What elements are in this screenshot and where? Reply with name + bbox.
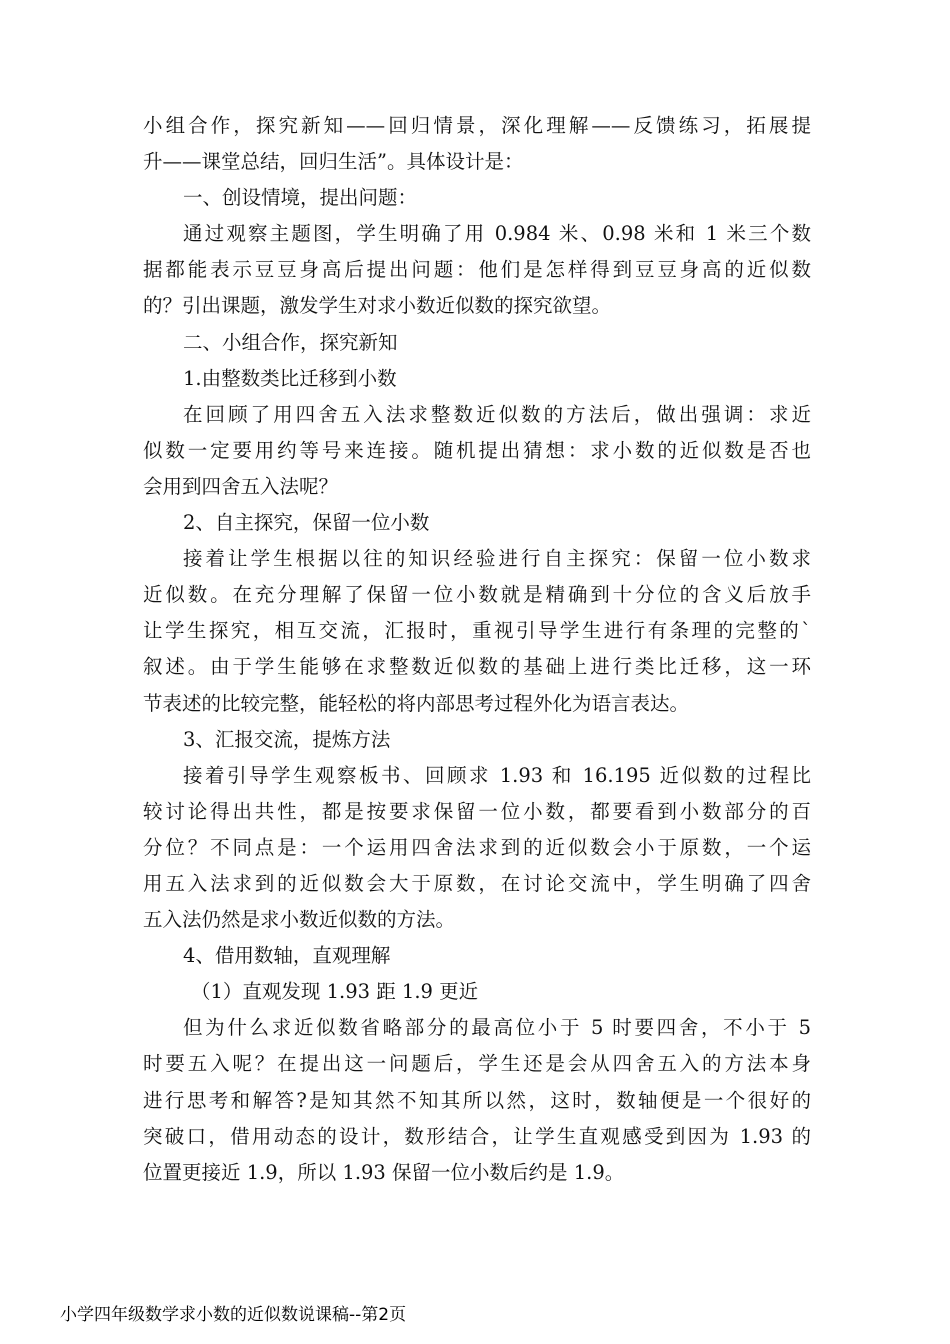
text-line: 节表述的比较完整，能轻松的将内部思考过程外化为语言表达。 [143, 691, 690, 715]
text-line: 但为什么求近似数省略部分的最高位小于 5 时要四舍，不小于 5 [183, 1016, 811, 1040]
text-line: 小组合作，探究新知——回归情景，深化理解——反馈练习，拓展提 [143, 114, 811, 137]
text-line: 一、创设情境，提出问题： [183, 186, 418, 210]
text-line: 让学生探究，相互交流，汇报时，重视引导学生进行有条理的完整的` [143, 619, 811, 643]
text-line: 分位？不同点是：一个运用四舍法求到的近似数会小于原数，一个运 [143, 835, 811, 859]
text-line: 较讨论得出共性，都是按要求保留一位小数，都要看到小数部分的百 [143, 799, 811, 823]
text-line: 1.由整数类比迁移到小数 [183, 366, 397, 390]
text-line: 4、借用数轴，直观理解 [183, 944, 391, 968]
document-body [143, 108, 811, 1191]
text-line: 近似数。在充分理解了保留一位小数就是精确到十分位的含义后放手 [143, 583, 811, 607]
text-line: 时要五入呢？在提出这一问题后，学生还是会从四舍五入的方法本身 [143, 1052, 811, 1076]
text-line: 位置更接近 1.9，所以 1.93 保留一位小数后约是 1.9。 [143, 1160, 625, 1184]
text-line: 突破口，借用动态的设计，数形结合，让学生直观感受到因为 1.93 的 [143, 1124, 811, 1148]
text-line: 叙述。由于学生能够在求整数近似数的基础上进行类比迁移，这一环 [143, 655, 811, 679]
text-line: 2、自主探究，保留一位小数 [183, 511, 430, 535]
text-line: 进行思考和解答?是知其然不知其所以然，这时，数轴便是一个很好的 [143, 1088, 811, 1112]
page-footer: 小学四年级数学求小数的近似数说课稿--第2页 [60, 1305, 407, 1325]
text-line: 用五入法求到的近似数会大于原数，在讨论交流中，学生明确了四舍 [143, 871, 811, 895]
text-line: 接着让学生根据以往的知识经验进行自主探究：保留一位小数求 [183, 547, 811, 571]
text-line: 升——课堂总结，回归生活”。具体设计是： [143, 150, 524, 174]
text-line: 五入法仍然是求小数近似数的方法。 [143, 908, 456, 932]
text-line: 接着引导学生观察板书、回顾求 1.93 和 16.195 近似数的过程比 [183, 763, 811, 787]
text-line: 二、小组合作，探究新知 [183, 330, 398, 354]
text-line: （1）直观发现 1.93 距 1.9 更近 [191, 980, 479, 1004]
text-line: 的？引出课题，激发学生对求小数近似数的探究欲望。 [143, 294, 612, 318]
text-line: 在回顾了用四舍五入法求整数近似数的方法后，做出强调：求近 [183, 402, 811, 426]
text-line: 3、汇报交流，提炼方法 [183, 727, 391, 751]
text-line: 似数一定要用约等号来连接。随机提出猜想：求小数的近似数是否也 [143, 438, 811, 462]
text-line: 通过观察主题图，学生明确了用 0.984 米、0.98 米和 1 米三个数 [183, 222, 811, 246]
text-line: 据都能表示豆豆身高后提出问题：他们是怎样得到豆豆身高的近似数 [143, 258, 811, 282]
text-line: 会用到四舍五入法呢？ [143, 474, 339, 498]
